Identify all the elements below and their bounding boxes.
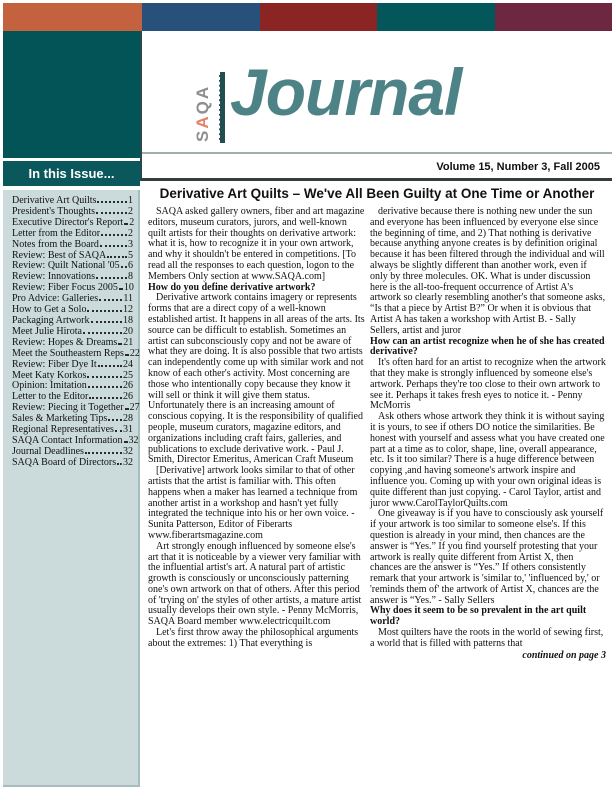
masthead-rule (140, 152, 612, 154)
toc-entry-label: Review: Quilt National '05 (12, 260, 120, 272)
toc-leader-dots (108, 419, 122, 421)
stitch-bar-icon (219, 72, 225, 143)
toc-entry-page: 24 (123, 358, 133, 370)
volume-line: Volume 15, Number 3, Fall 2005 (436, 161, 600, 173)
article-subhead: Why does it seem to be so prevalent in the art quilt world? (370, 605, 587, 628)
toc-entry-label: Meet the Southeastern Reps (12, 347, 124, 359)
toc-entry-page: 3 (128, 238, 133, 250)
toc-entry-label: Derivative Art Quilts (12, 195, 97, 206)
toc-entry-page: 32 (128, 434, 139, 446)
toc-entry-label: Opinion: Imitation (12, 380, 87, 392)
saqa-logo-letters (194, 72, 211, 142)
journal-title: Journal (230, 55, 462, 129)
saqa-logo-letter: A (193, 84, 212, 100)
toc-leader-dots (124, 441, 128, 443)
toc-entry-label: Notes from the Board (12, 238, 99, 250)
toc-entry (12, 347, 140, 360)
toc-entry (12, 229, 133, 240)
color-block (3, 3, 142, 31)
volume-rule (141, 178, 612, 181)
toc-leader-dots (88, 386, 122, 388)
article-column-1 (148, 207, 366, 650)
toc-leader-dots (125, 408, 129, 410)
toc-entry-label: Review: Piecing it Together (12, 402, 124, 414)
toc-entry-page: 2 (129, 216, 135, 228)
toc-entry-page: 21 (123, 336, 134, 348)
toc-entry-page: 2 (128, 205, 133, 217)
toc-leader-dots (100, 245, 127, 247)
continued-on-page-note: continued on page 3 (522, 649, 606, 661)
article-paragraph: Derivative artwork contains imagery or represents forms that are a direct copy of a well-known established artist. It happens in all areas of the arts. Its source can be difficult to establish. Sometimes an artist can subconsciously copy and not be aware of what they are doing. It is also possible that two artists can independently come up with similar work and not know of each other's activity. Most concerning are those who intentionally copy because they know it will sell or think it will give them status. Unfortunately there is an increasing amount of conscious copying. It is the responsibility of qualified people, museum curators, magazine editors, and organizations including craft fairs, galleries, and publications to exclude derivative work. - Paul J. Smith, Director Emeritus, American Craft Museum (148, 292, 365, 466)
toc-leader-dots (121, 266, 127, 268)
article-subhead: How do you define derivative artwork? (148, 281, 316, 293)
toc-entry (12, 240, 133, 251)
article-paragraph: One giveaway is if you have to consciously ask yourself if your artwork is too similar to someone else's. If this question is already in your mind, then chances are the answer is “Yes.” If you find yourself protesting that your artwork is really quite different from Artist X, then chances are the answer is “Yes.” If others consistently remark that your artwork is 'similar to,' 'influenced by,' or 'reminds them of' the artwork of Artist X, chances are the answer is “Yes.” - Sally Sellers (370, 508, 604, 606)
article-paragraph: Let's first throw away the philosophical arguments about the extremes: 1) That everything is (148, 627, 359, 649)
toc-entry-label: Journal Deadlines (12, 445, 84, 457)
toc-entry-page: 20 (123, 325, 133, 337)
article-subhead: How can an artist recognize when he of she has created derivative? (370, 335, 605, 358)
masthead-teal-block (3, 31, 140, 158)
toc-leader-dots (87, 310, 122, 312)
toc-leader-dots (117, 463, 122, 465)
color-block (142, 3, 260, 31)
toc-leader-dots (124, 223, 128, 225)
toc-leader-dots (99, 299, 122, 301)
toc-entry-label: Meet Katy Korkos (12, 369, 87, 381)
toc-entry-label: Meet Julie Hirota (12, 325, 82, 337)
toc-leader-dots (91, 321, 123, 323)
article-paragraph: It's often hard for an artist to recognize when the artwork that they make is strongly influenced by someone else's artwork. Perhaps they're too close to their own artwork to see it. Perhaps it takes fresh eyes to notice it. - Penny McMorris (370, 357, 606, 412)
color-block (260, 3, 377, 31)
color-block (495, 3, 612, 31)
toc-leader-dots (97, 201, 127, 203)
saqa-logo-letter: A (193, 114, 212, 129)
toc-leader-dots (85, 452, 122, 454)
toc-entry-page: 31 (123, 424, 133, 436)
saqa-logo-letter: S (193, 128, 212, 142)
toc-leader-dots (101, 234, 127, 236)
toc-entry-label: Regional Representatives (12, 424, 114, 436)
toc-entry-page: 18 (123, 314, 133, 326)
toc-entry-label: Packaging Artwork (12, 314, 90, 326)
toc-entry-label: Review: Best of SAQA (12, 249, 107, 261)
toc-entry-page: 6 (128, 260, 133, 272)
toc-entry-page: 12 (123, 304, 133, 316)
toc-leader-dots (87, 376, 122, 378)
toc-entry-label: Letter to the Editor (12, 391, 89, 403)
toc-entry-page: 28 (123, 413, 133, 425)
article-paragraph: Art strongly enough influenced by someone else's art that it is noticeable by a viewer very familiar with the influential artist's art. A natural part of artistic growth is consciously or unconsciously patterning one's own artwork on that of others. After this period of 'trying on' the styles of other artists, a mature artist usually develops their own style. - Penny McMorris, SAQA Board member www.electricquilt.com (148, 540, 362, 628)
toc-entry-page: 2 (128, 227, 133, 239)
article-paragraph: [Derivative] artwork looks similar to that of other artists that the artist is familiar with. This often happens when a maker has learned a technique from another artist in a workshop and hasn't yet fully integrated the technique into his or her own voice. - Sunita Patterson, Editor of Fiberarts www.fiberartsmagazine.com (148, 465, 358, 541)
toc-leader-dots (118, 343, 122, 345)
article-paragraph: Ask others whose artwork they think it is without saying it is yours, to see if others DO notice the similarities. Be honest with yourself and assess what you have created one part at a time as to color, shape, line, overall appearance, etc. Is it too similar? There is a huge difference between copying ,and having someone's artwork inspire and influence you. Coming up with your own original ideas is quite different than just copying. - Carol Taylor, artist and juror www.CarolTaylorQuilts.com (370, 411, 605, 509)
top-color-band (3, 3, 612, 31)
toc-entry-label: Letter from the Editor (12, 227, 101, 239)
toc-entry-page: 1 (128, 195, 133, 206)
toc-entry-page: 32 (123, 456, 133, 468)
toc-entry-label: Review: Fiber Dye It (12, 358, 97, 370)
toc-entry-label: Review: Innovations (12, 271, 96, 283)
toc-entry-page: 26 (123, 380, 133, 392)
toc-leader-dots (125, 354, 129, 356)
saqa-logo-letter: Q (193, 99, 212, 115)
toc-entry-page: 22 (129, 347, 140, 359)
toc-entry-label: President's Thoughts (12, 205, 96, 217)
toc-entry (12, 360, 133, 371)
article-headline: Derivative Art Quilts – We've All Been Guilty at One Time or Another (159, 186, 595, 201)
toc-entry-label: Pro Advice: Galleries (12, 293, 99, 305)
header-vertical-divider (140, 31, 142, 181)
toc-entry-page: 25 (123, 369, 133, 381)
toc-entry-page: 10 (123, 282, 134, 294)
color-block (377, 3, 495, 31)
toc-leader-dots (96, 212, 127, 214)
toc-entry-page: 32 (123, 445, 133, 457)
toc-entry-label: Executive Director's Report (12, 216, 124, 228)
article-paragraph: derivative because there is nothing new under the sun and everyone has been influenced by everyone else since the beginning of time, and 2) That nothing is derivative because anything anyone creates is by definition original because it has been filtered through the individual and will always be slightly different than another work, even if only by three molecules. OK. What is under discussion here is the all-too-frequent occurrence of Artist A's artwork so clearly resembling another's that someone asks, “Is that a piece by Artist B?” Or when it is obvious that Artist A has taken a workshop with Artist B. - Sally Sellers, artist and juror (370, 206, 606, 336)
toc-entry-page: 27 (129, 402, 140, 414)
toc-leader-dots (89, 397, 122, 399)
toc-entry-page: 8 (128, 271, 133, 283)
toc-entry-label: SAQA Board of Directors (12, 456, 117, 468)
toc-entry-page: 5 (128, 249, 133, 261)
toc-leader-dots (119, 288, 123, 290)
toc-entry-label: Review: Fiber Focus 2005 (12, 282, 118, 294)
in-this-issue-header: In this Issue... (3, 161, 140, 186)
toc-entry-page: 26 (123, 391, 133, 403)
article-paragraph: Most quilters have the roots in the world of sewing first, a world that is filled with patterns that (370, 627, 604, 649)
toc-entry-label: SAQA Contact Information (12, 434, 123, 446)
toc-entry-label: Sales & Marketing Tips (12, 413, 108, 425)
article-paragraph: SAQA asked gallery owners, fiber and art magazine editors, museum curators, jurors, and well-known quilt artists for their thoughts on derivative artwork: what it is, how to recognize it in your own artwork, and why it shouldn't be entered in competitions. [To read all the responses to each question, logon to the Members Only section at www.SAQA.com] (148, 206, 365, 282)
toc-entry-page: 11 (123, 293, 133, 305)
toc-leader-dots (115, 430, 122, 432)
toc-entry (12, 458, 133, 469)
toc-leader-dots (107, 256, 127, 258)
toc-leader-dots (83, 332, 122, 334)
saqa-logo (194, 72, 228, 144)
toc-leader-dots (96, 277, 127, 279)
toc-leader-dots (98, 365, 122, 367)
article-column-2 (370, 207, 606, 661)
toc-entry-label: How to Get a Solo (12, 304, 87, 316)
toc-entry-label: Review: Hopes & Dreams (12, 336, 118, 348)
table-of-contents (3, 190, 140, 787)
